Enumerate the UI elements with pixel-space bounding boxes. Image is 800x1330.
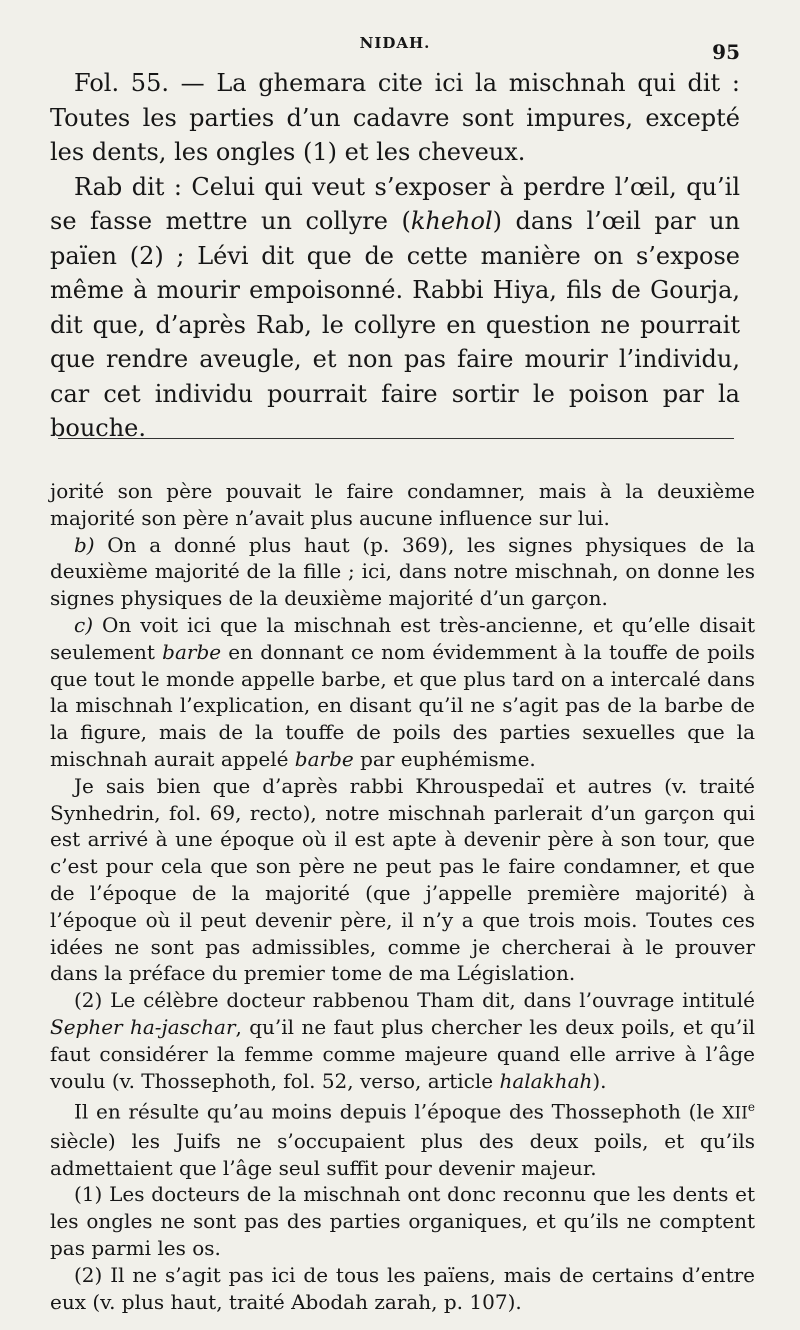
note-c-text-c: par euphémisme. <box>353 746 536 771</box>
main-paragraph-2-term: khehol <box>410 207 493 235</box>
note-2-text-b: , qu’il ne faut plus chercher les deux poils, et qu’il faut considérer la femme comme majeure quand elle arrive à l’âge voulu (v. Thossephoth, fol. 52, verso, article <box>50 1014 755 1093</box>
main-text <box>50 66 740 446</box>
page-header <box>50 34 740 64</box>
note-c-term-1: barbe <box>162 639 222 664</box>
note-2-conclusion-text-a: Il en résulte qu’au moins depuis l’époque des Thossephoth (le <box>74 1099 723 1124</box>
footnote-separator-rule <box>58 438 734 439</box>
century-numeral: XII <box>722 1103 748 1124</box>
footnotes <box>50 478 755 1315</box>
note-b-text: On a donné plus haut (p. 369), les signes physiques de la deuxième majorité de la fille ; ici, dans notre mischnah, on donne les signes physiques de la deuxième majorité d’un garçon. <box>50 532 755 611</box>
main-paragraph-1-text: — La ghemara cite ici la mischnah qui dit : Toutes les parties d’un cadavre sont impures, excepté les dents, les ongles (1) et les cheveux. <box>50 69 740 166</box>
note-2-article: halakhah <box>499 1068 593 1093</box>
footnote-2: (2) Il ne s’agit pas ici de tous les païens, mais de certains d’entre eux (v. plus haut, traité Abodah zarah, p. 107). <box>50 1262 755 1314</box>
note-2-text-a: (2) Le célèbre docteur rabbenou Tham dit, dans l’ouvrage intitulé <box>74 988 755 1013</box>
main-paragraph-2 <box>50 170 740 446</box>
main-paragraph-2-text-b: ) dans l’œil par un païen (2) ; Lévi dit que de cette manière on s’expose même à mourir empoisonné. Rabbi Hiya, fils de Gourja, dit que, d’après Rab, le collyre en question ne pourrait que rendre aveugle, et non pas faire mourir l’individu, car cet individu pourrait faire sortir le poison par la bouche. <box>50 207 740 442</box>
running-head: NIDAH. <box>359 34 431 52</box>
note-2-conclusion-text-b: siècle) les Juifs ne s’occupaient plus des deux poils, et qu’ils admettaient que l’âge seul suffit pour devenir majeur. <box>50 1128 755 1180</box>
main-paragraph-2-text-a: Rab dit : Celui qui veut s’exposer à perdre l’œil, qu’il se fasse mettre un collyre ( <box>50 172 740 235</box>
note-c-label: c) <box>74 612 94 637</box>
note-2-conclusion <box>50 1094 755 1181</box>
note-b-label: b) <box>74 532 95 557</box>
note-2-rabbenou-tham <box>50 987 755 1094</box>
note-2-text-c: ). <box>592 1068 607 1093</box>
note-c-text-b: en donnant ce nom évidemment à la touffe de poils que tout le monde appelle barbe, et que plus tard on a intercalé dans la mischnah l’explication, en disant qu’il ne s’agit pas de la barbe de la figure, mais de la touffe de poils des parties sexuelles que la mischnah aurait appelé <box>50 639 755 771</box>
note-c-text-a: On voit ici que la mischnah est très-ancienne, et qu’elle disait seulement <box>50 612 755 664</box>
note-2-title: Sepher ha-jaschar <box>50 1014 236 1039</box>
note-c <box>50 612 755 773</box>
note-c-term-2: barbe <box>294 746 354 771</box>
note-b <box>50 532 755 612</box>
note-c-remark: Je sais bien que d’après rabbi Khrouspedaï et autres (v. traité Synhedrin, fol. 69, recto), notre mischnah parlerait d’un garçon qui est arrivé à une époque où il est apte à devenir père à son tour, que c’est pour cela que son père ne peut pas le faire condamner, et que de l’époque de la majorité (que j’appelle première majorité) à l’époque où il peut devenir père, il n’y a que trois mois. Toutes ces idées ne sont pas admissibles, comme je chercherai à le prouver dans la préface du premier tome de ma Législation. <box>50 773 755 986</box>
main-paragraph-1 <box>50 66 740 170</box>
folio-label: Fol. 55. <box>74 69 169 97</box>
century-suffix: e <box>747 1100 755 1115</box>
footnote-1: (1) Les docteurs de la mischnah ont donc reconnu que les dents et les ongles ne sont pas des parties organiques, et qu’ils ne comptent pas parmi les os. <box>50 1182 755 1260</box>
page-number: 95 <box>712 40 740 64</box>
note-continuation: jorité son père pouvait le faire condamner, mais à la deuxième majorité son père n’avait plus aucune influence sur lui. <box>50 479 755 530</box>
